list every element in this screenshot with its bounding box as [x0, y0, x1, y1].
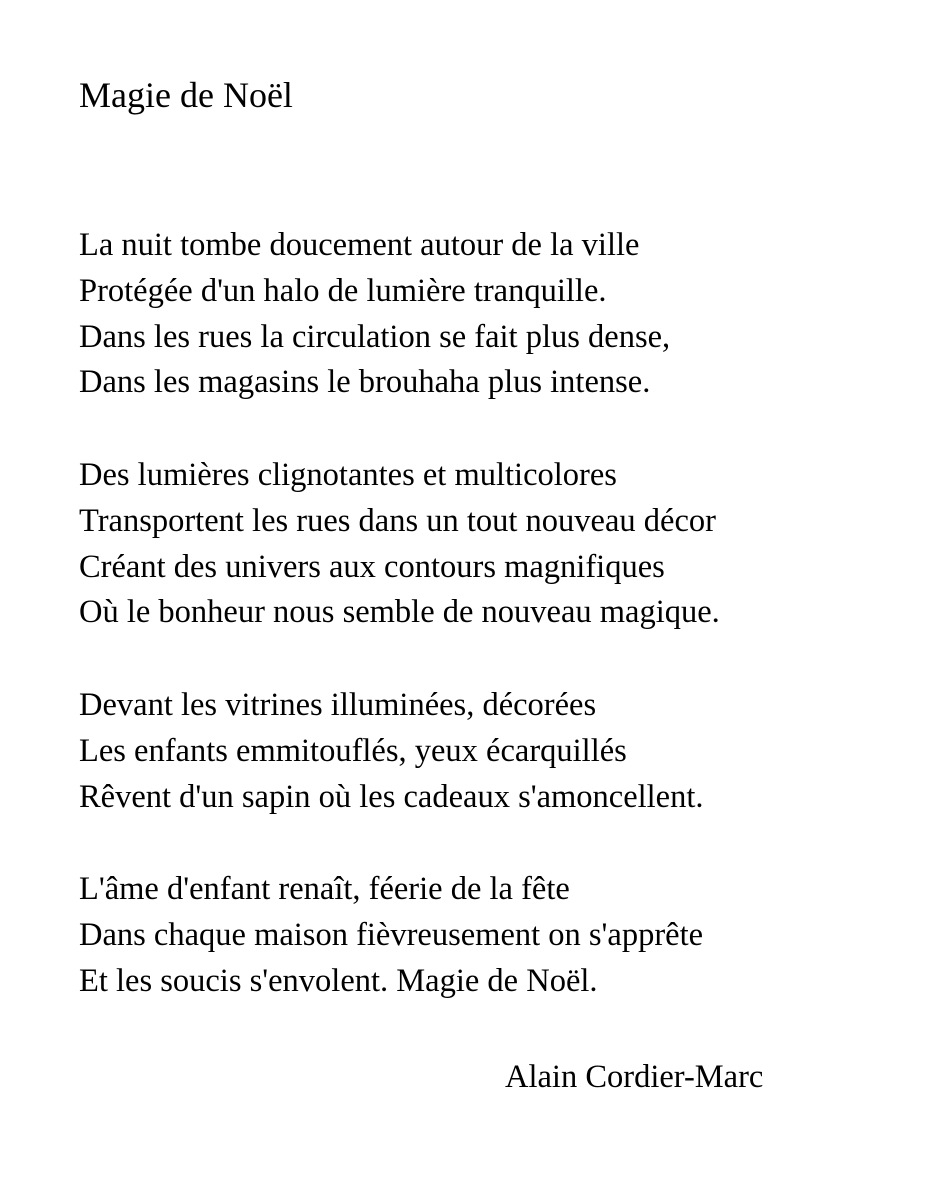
- verse-line: La nuit tombe doucement autour de la ville: [79, 227, 640, 263]
- verse-line: Dans les magasins le brouhaha plus intense.: [79, 364, 651, 401]
- verse-line: Transportent les rues dans un tout nouveau décor: [79, 502, 716, 539]
- stanza-1: [79, 223, 670, 406]
- verse-line: Rêvent d'un sapin où les cadeaux s'amoncellent.: [79, 778, 704, 815]
- verse-line: Protégée d'un halo de lumière tranquille.: [79, 272, 607, 309]
- verse-line: Et les soucis s'envolent. Magie de Noël.: [79, 962, 598, 999]
- verse-line: Dans les rues la circulation se fait plus dense,: [79, 318, 671, 355]
- verse-line: Les enfants emmitouflés, yeux écarquillés: [79, 732, 627, 769]
- stanza-2: [79, 453, 720, 636]
- stanza-3: [79, 683, 704, 820]
- poem-title: Magie de Noël: [79, 75, 293, 115]
- verse-line: Créant des univers aux contours magnifiques: [79, 548, 665, 585]
- verse-line: L'âme d'enfant renaît, féerie de la fête: [79, 871, 570, 907]
- poem-author: Alain Cordier-Marc: [505, 1059, 764, 1095]
- stanza-4: [79, 867, 703, 1004]
- verse-line: Où le bonheur nous semble de nouveau magique.: [79, 594, 720, 631]
- verse-line: Devant les vitrines illuminées, décorées: [79, 687, 597, 723]
- verse-line: Des lumières clignotantes et multicolores: [79, 457, 617, 493]
- verse-line: Dans chaque maison fièvreusement on s'apprête: [79, 916, 704, 953]
